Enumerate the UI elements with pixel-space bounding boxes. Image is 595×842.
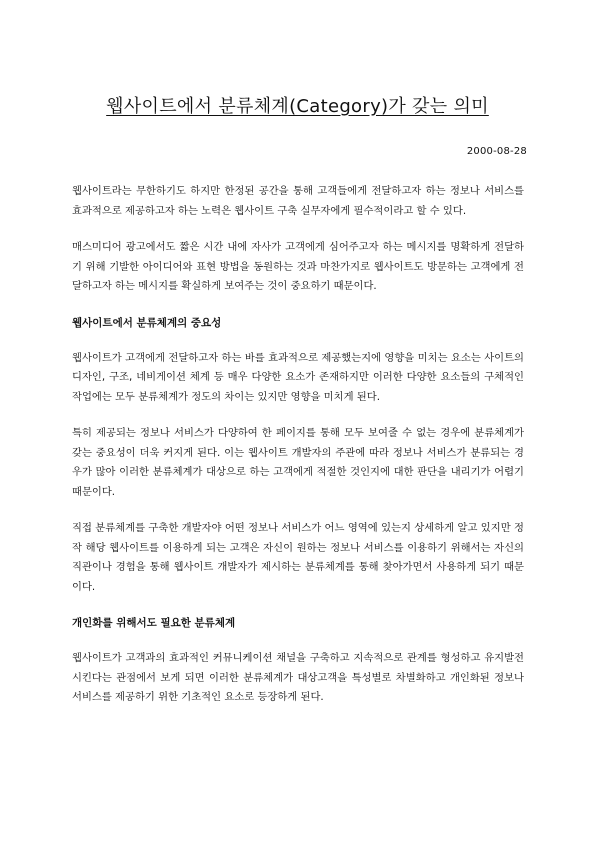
section-heading-personalization: 개인화를 위해서도 필요한 분류체계 (72, 617, 236, 629)
paragraph-mass-media: 매스미디어 광고에서도 짧은 시간 내에 자사가 고객에게 심어주고자 하는 메시지를 명확하게 전달하기 위해 기발한 아이디어와 표현 방법을 동원하는 것과 마찬가지로 웹사이트도 방문하는 고객에게 전달하고자 하는 메시지를 확실하게 보여주는 것이 중요하기 때문이다. (72, 241, 524, 292)
paragraph-developer: 직접 분류체계를 구축한 개발자야 어떤 정보나 서비스가 어느 영역에 있는지 상세하게 알고 있지만 정작 해당 웹사이트를 이용하게 되는 고객은 자신이 원하는 정보나 서비스를 이용하기 위해서는 자신의 직관이나 경험을 통해 웹사이트 개발자가 제시하는 분류체계를 통해 찾아가면서 사용하게 되기 때문이다. (72, 522, 524, 593)
document-date: 2000-08-28 (466, 146, 527, 157)
document-title: 웹사이트에서 분류체계(Category)가 갖는 의미 (106, 96, 489, 117)
paragraph-diversity: 특히 제공되는 정보나 서비스가 다양하여 한 페이지를 통해 모두 보여줄 수 없는 경우에 분류체계가 갖는 중요성이 더욱 커지게 된다. 이는 웹사이트 개발자의 주관에 따라 정보나 서비스가 분류되는 경우가 많아 이러한 분류체계가 대상으로 하는 고객에게 적절한 것인지에 대한 판단을 내리기가 어렵기 때문이다. (72, 427, 524, 498)
section-heading-importance: 웹사이트에서 분류체계의 중요성 (72, 316, 222, 329)
paragraph-personalization: 웹사이트가 고객과의 효과적인 커뮤니케이션 채널을 구축하고 지속적으로 관계를 형성하고 유지발전 시킨다는 관점에서 보게 되면 이러한 분류체계가 대상고객을 특성별로 차별화하고 개인화된 정보나 서비스를 제공하기 위한 기초적인 요소로 등장하게 된다. (72, 652, 524, 703)
document-body (72, 182, 524, 725)
paragraph-factors: 웹사이트가 고객에게 전달하고자 하는 바를 효과적으로 제공했는지에 영향을 미치는 요소는 사이트의 디자인, 구조, 네비게이션 체계 등 매우 다양한 요소가 존재하지만 이러한 다양한 요소들의 구체적인 작업에는 모두 분류체계가 정도의 차이는 있지만 영향을 미치게 된다. (72, 351, 524, 403)
paragraph-intro: 웹사이트라는 무한하기도 하지만 한정된 공간을 통해 고객들에게 전달하고자 하는 정보나 서비스를 효과적으로 제공하고자 하는 노력은 웹사이트 구축 실무자에게 필수적이라고 할 수 있다. (72, 185, 524, 217)
